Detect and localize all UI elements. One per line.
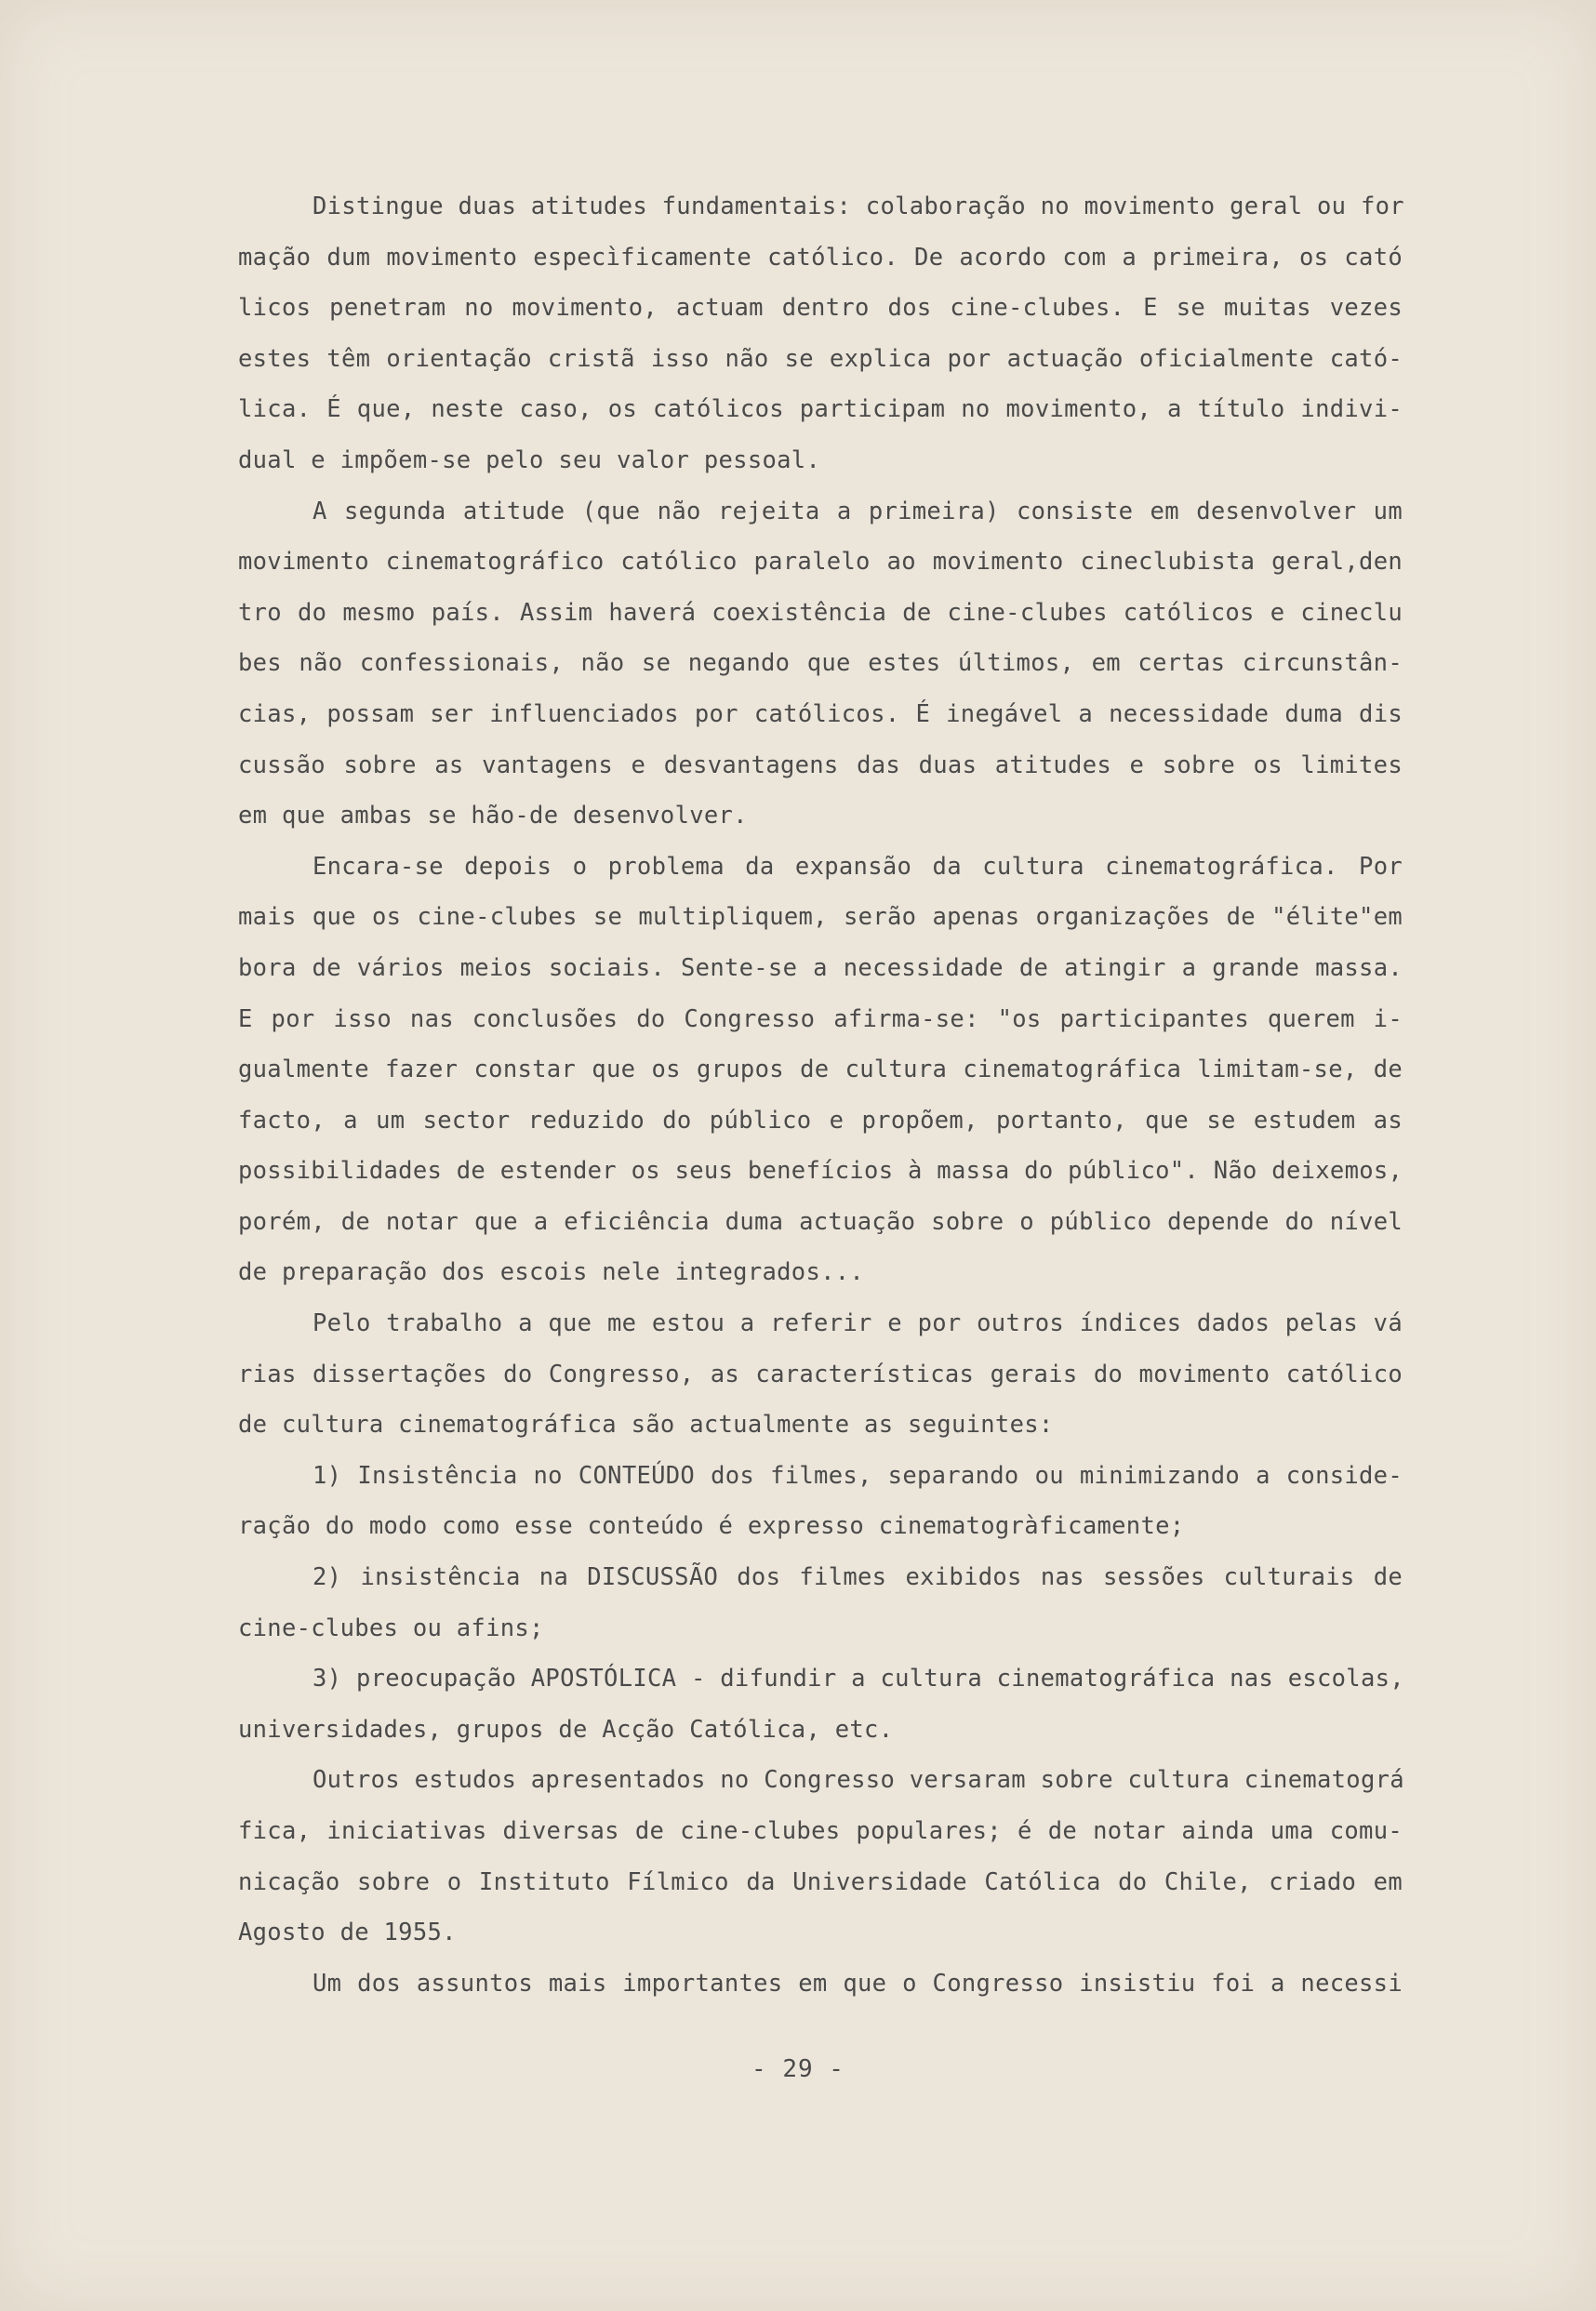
text-line: bes não confessionais, não se negando que estes últimos, em certas circunstân- — [238, 649, 1403, 678]
text-line: porém, de notar que a eficiência duma actuação sobre o público depende do nível — [238, 1207, 1403, 1236]
paragraph-5 — [238, 1755, 1403, 1958]
text-line: cussão sobre as vantagens e desvantagens das duas atitudes e sobre os limites — [238, 750, 1403, 779]
list-item-1 — [238, 1451, 1403, 1552]
text-line: em que ambas se hão-de desenvolver. — [238, 802, 748, 830]
text-line: de cultura cinematográfica são actualmente as seguintes: — [238, 1411, 1054, 1440]
text-line: licos penetram no movimento, actuam dentro dos cine-clubes. E se muitas vezes — [238, 294, 1403, 323]
text-line: estes têm orientação cristã isso não se explica por actuação oficialmente cató- — [238, 344, 1403, 373]
text-line: cias, possam ser influenciados por católicos. É inegável a necessidade duma dis — [238, 699, 1403, 728]
body-text — [238, 181, 1403, 2009]
text-line: tro do mesmo país. Assim haverá coexistência de cine-clubes católicos e cineclu — [238, 598, 1403, 627]
text-line: E por isso nas conclusões do Congresso afirma-se: "os participantes querem i- — [238, 1004, 1403, 1033]
text-line: bora de vários meios sociais. Sente-se a necessidade de atingir a grande massa. — [238, 953, 1403, 982]
paragraph-6 — [238, 1959, 1403, 2010]
text-line: Pelo trabalho a que me estou a referir e por outros índices dados pelas vá — [313, 1309, 1403, 1338]
text-line: ração do modo como esse conteúdo é expresso cinematogràficamente; — [238, 1512, 1185, 1541]
text-line: gualmente fazer constar que os grupos de cultura cinematográfica limitam-se, de — [238, 1056, 1403, 1084]
text-line: possibilidades de estender os seus benefícios à massa do público". Não deixemos, — [238, 1157, 1403, 1186]
paragraph-4 — [238, 1298, 1403, 1451]
text-line: movimento cinematográfico católico paralelo ao movimento cineclubista geral,den — [238, 548, 1403, 577]
text-line: 1) Insistência no CONTEÚDO dos filmes, separando ou minimizando a conside- — [313, 1461, 1403, 1490]
list-item-2 — [238, 1552, 1403, 1654]
text-line: 2) insistência na DISCUSSÃO dos filmes exibidos nas sessões culturais de — [313, 1563, 1403, 1592]
paragraph-1 — [238, 181, 1403, 486]
text-line: cine-clubes ou afins; — [238, 1614, 544, 1642]
text-line: dual e impõem-se pelo seu valor pessoal. — [238, 445, 821, 474]
text-line: 3) preocupação APOSTÓLICA - difundir a cultura cinematográfica nas escolas, — [313, 1665, 1404, 1693]
text-line: A segunda atitude (que não rejeita a primeira) consiste em desenvolver um — [313, 497, 1403, 525]
paragraph-2 — [238, 486, 1403, 842]
list-item-3 — [238, 1654, 1403, 1755]
text-line: nicação sobre o Instituto Fílmico da Universidade Católica do Chile, criado em — [238, 1867, 1403, 1896]
page-number: - 29 - — [751, 2055, 845, 2083]
text-line: de preparação dos escois nele integrados... — [238, 1258, 865, 1287]
text-line: fica, iniciativas diversas de cine-clubes populares; é de notar ainda uma comu- — [238, 1817, 1403, 1845]
text-line: Agosto de 1955. — [238, 1919, 457, 1947]
text-line: lica. É que, neste caso, os católicos participam no movimento, a título indivi- — [238, 395, 1403, 424]
text-line: Encara-se depois o problema da expansão da cultura cinematográfica. Por — [313, 852, 1403, 881]
text-line: mação dum movimento especìficamente católico. De acordo com a primeira, os cató — [238, 243, 1403, 272]
paragraph-3 — [238, 842, 1403, 1298]
text-line: Um dos assuntos mais importantes em que o Congresso insistiu foi a necessi — [313, 1969, 1403, 1998]
text-line: universidades, grupos de Acção Católica, etc. — [238, 1715, 894, 1744]
text-line: Outros estudos apresentados no Congresso versaram sobre cultura cinematográ — [313, 1766, 1404, 1795]
text-line: facto, a um sector reduzido do público e propõem, portanto, que se estudem as — [238, 1106, 1403, 1135]
text-line: rias dissertações do Congresso, as características gerais do movimento católico — [238, 1360, 1403, 1388]
text-line: mais que os cine-clubes se multipliquem, serão apenas organizações de "élite"em — [238, 903, 1403, 932]
text-line: Distingue duas atitudes fundamentais: colaboração no movimento geral ou for — [313, 193, 1404, 220]
